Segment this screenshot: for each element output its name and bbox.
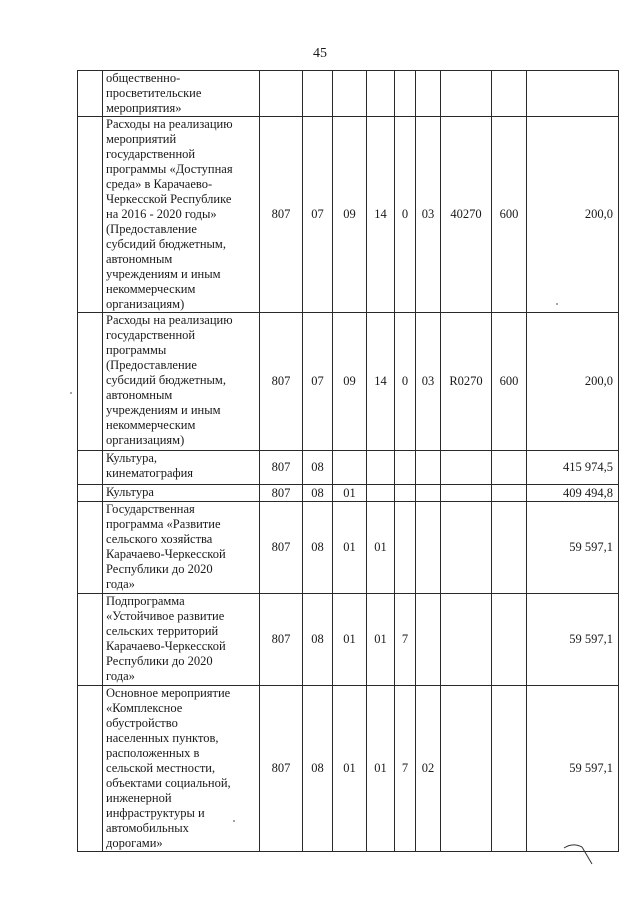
row-number-cell [78, 502, 103, 594]
subprogram-code-cell: 0 [395, 313, 416, 451]
vr-code-cell [492, 71, 527, 117]
cs-code-cell [441, 594, 492, 686]
amount-cell: 200,0 [527, 313, 619, 451]
pr-code-cell [333, 451, 367, 485]
program-code-cell [367, 485, 395, 502]
gr-code-cell: 807 [260, 451, 303, 485]
rz-code-cell: 08 [303, 451, 333, 485]
row-number-cell [78, 313, 103, 451]
table-row [78, 485, 619, 502]
subprogram-code-cell [395, 451, 416, 485]
gr-code-cell [260, 71, 303, 117]
cs-code-cell [441, 71, 492, 117]
gr-code-cell: 807 [260, 594, 303, 686]
pr-code-cell: 01 [333, 686, 367, 852]
gr-code-cell: 807 [260, 686, 303, 852]
event-code-cell [416, 594, 441, 686]
amount-cell: 59 597,1 [527, 594, 619, 686]
vr-code-cell [492, 686, 527, 852]
vr-code-cell [492, 485, 527, 502]
subprogram-code-cell [395, 502, 416, 594]
program-code-cell [367, 451, 395, 485]
pr-code-cell: 01 [333, 485, 367, 502]
description-cell: Культура [103, 485, 260, 502]
amount-cell: 415 974,5 [527, 451, 619, 485]
table-row [78, 313, 619, 451]
table-row [78, 502, 619, 594]
signature-mark [562, 840, 602, 870]
program-code-cell: 01 [367, 686, 395, 852]
table-row [78, 686, 619, 852]
description-cell: Государственная программа «Развитие сельского хозяйства Карачаево-Черкесской Республики до 2020 года» [103, 502, 260, 594]
description-cell: Расходы на реализацию мероприятий государственной программы «Доступная среда» в Карачаево- Черкесской Республике на 2016 - 2020 годы» (Предоставление субсидий бюджетным, автономным учреждениям и иным некоммерческим организациям) [103, 117, 260, 313]
scan-speck [70, 392, 72, 394]
program-code-cell [367, 71, 395, 117]
gr-code-cell: 807 [260, 485, 303, 502]
rz-code-cell: 08 [303, 502, 333, 594]
program-code-cell: 14 [367, 313, 395, 451]
budget-table [77, 70, 619, 852]
cs-code-cell [441, 502, 492, 594]
rz-code-cell: 08 [303, 594, 333, 686]
amount-cell: 59 597,1 [527, 502, 619, 594]
description-cell: Культура, кинематография [103, 451, 260, 485]
program-code-cell: 01 [367, 594, 395, 686]
pr-code-cell: 09 [333, 313, 367, 451]
event-code-cell: 03 [416, 313, 441, 451]
gr-code-cell: 807 [260, 502, 303, 594]
program-code-cell: 14 [367, 117, 395, 313]
rz-code-cell: 07 [303, 313, 333, 451]
cs-code-cell: R0270 [441, 313, 492, 451]
subprogram-code-cell [395, 71, 416, 117]
rz-code-cell: 08 [303, 485, 333, 502]
amount-cell: 409 494,8 [527, 485, 619, 502]
amount-cell: 59 597,1 [527, 686, 619, 852]
vr-code-cell [492, 451, 527, 485]
event-code-cell [416, 71, 441, 117]
vr-code-cell: 600 [492, 117, 527, 313]
event-code-cell [416, 485, 441, 502]
description-cell: Подпрограмма «Устойчивое развитие сельских территорий Карачаево-Черкесской Республики до 2020 года» [103, 594, 260, 686]
table-row [78, 594, 619, 686]
row-number-cell [78, 117, 103, 313]
scan-speck [233, 820, 235, 822]
rz-code-cell: 07 [303, 117, 333, 313]
table-row [78, 117, 619, 313]
row-number-cell [78, 451, 103, 485]
cs-code-cell [441, 451, 492, 485]
vr-code-cell [492, 594, 527, 686]
description-cell: Основное мероприятие «Комплексное обустройство населенных пунктов, расположенных в сельской местности, объектами социальной, инженерной инфраструктуры и автомобильных дорогами» [103, 686, 260, 852]
pr-code-cell: 01 [333, 502, 367, 594]
event-code-cell [416, 451, 441, 485]
pr-code-cell: 09 [333, 117, 367, 313]
table-row [78, 451, 619, 485]
cs-code-cell [441, 485, 492, 502]
row-number-cell [78, 594, 103, 686]
page-number: 45 [313, 46, 327, 61]
subprogram-code-cell: 0 [395, 117, 416, 313]
table-row [78, 71, 619, 117]
cs-code-cell: 40270 [441, 117, 492, 313]
description-cell: Расходы на реализацию государственной программы (Предоставление субсидий бюджетным, автономным учреждениям и иным некоммерческим организациям) [103, 313, 260, 451]
rz-code-cell [303, 71, 333, 117]
program-code-cell: 01 [367, 502, 395, 594]
vr-code-cell: 600 [492, 313, 527, 451]
event-code-cell: 03 [416, 117, 441, 313]
event-code-cell [416, 502, 441, 594]
subprogram-code-cell: 7 [395, 686, 416, 852]
row-number-cell [78, 485, 103, 502]
pr-code-cell: 01 [333, 594, 367, 686]
subprogram-code-cell [395, 485, 416, 502]
subprogram-code-cell: 7 [395, 594, 416, 686]
row-number-cell [78, 71, 103, 117]
row-number-cell [78, 686, 103, 852]
description-cell: общественно- просветительские мероприятия» [103, 71, 260, 117]
pr-code-cell [333, 71, 367, 117]
amount-cell: 200,0 [527, 117, 619, 313]
amount-cell [527, 71, 619, 117]
rz-code-cell: 08 [303, 686, 333, 852]
event-code-cell: 02 [416, 686, 441, 852]
cs-code-cell [441, 686, 492, 852]
scan-speck [556, 303, 558, 305]
gr-code-cell: 807 [260, 313, 303, 451]
gr-code-cell: 807 [260, 117, 303, 313]
vr-code-cell [492, 502, 527, 594]
